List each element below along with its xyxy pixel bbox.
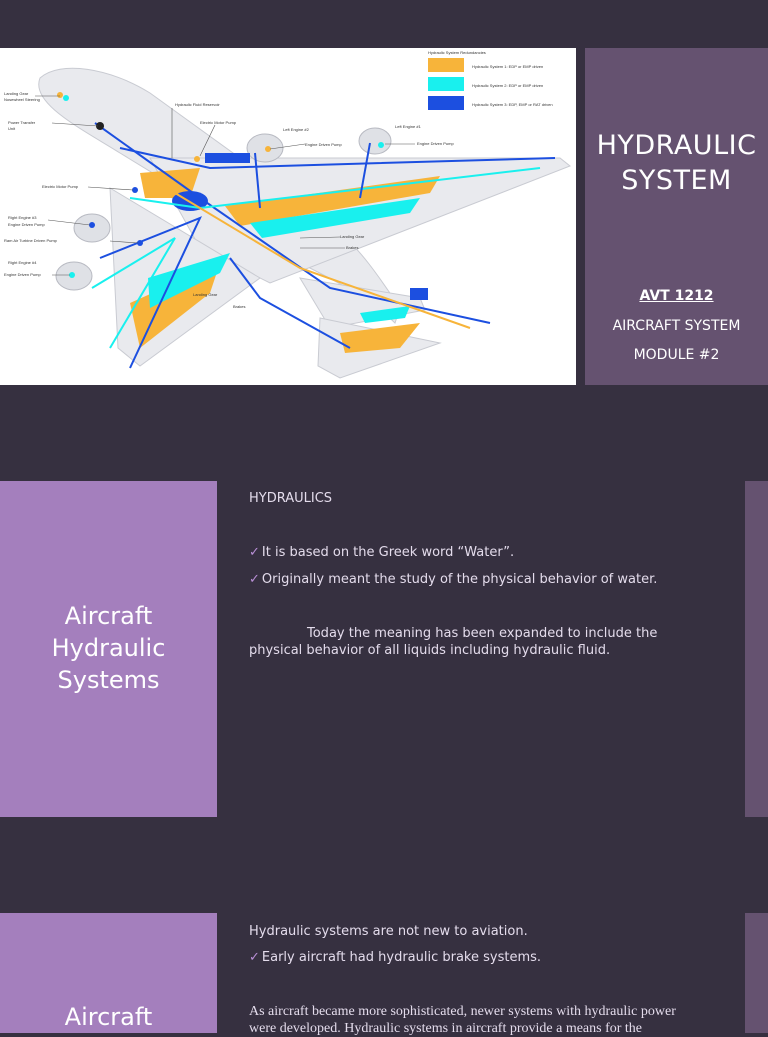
legend-label-1: Hydraulic System 1: EDP or EMP driven xyxy=(472,64,544,69)
hydraulic-diagram xyxy=(0,48,576,385)
checkmark-icon: ✓ xyxy=(249,950,260,965)
bullet-text: Early aircraft had hydraulic brake systems. xyxy=(261,950,542,965)
label-edp-left-a: Engine Driven Pump xyxy=(8,222,45,227)
label-edp-top-b: Engine Driven Pump xyxy=(417,141,454,146)
title-panel xyxy=(585,48,768,385)
serif-paragraph-line: were developed. Hydraulic systems in aircraft provide a means for the xyxy=(249,1021,643,1036)
subtitle-module: MODULE #2 xyxy=(633,347,720,363)
label-left-engine-1: Left Engine #1 xyxy=(395,124,421,129)
label-electric-pump-left: Electric Motor Pump xyxy=(42,184,79,189)
label-power-transfer: Power Transfer xyxy=(8,120,36,125)
right-accent-strip xyxy=(745,481,768,817)
label-fluid-reservoir: Hydraulic Fluid Reservoir xyxy=(175,102,220,107)
course-code-link[interactable]: AVT 1212 xyxy=(639,288,714,304)
bullet-text: It is based on the Greek word “Water”. xyxy=(261,545,515,560)
label-landing-gear-mid: Landing Gear xyxy=(340,234,365,239)
aircraft-illustration xyxy=(0,48,576,385)
intro-line: Hydraulic systems are not new to aviation. xyxy=(249,924,528,939)
label-left-engine-2: Left Engine #2 xyxy=(283,127,309,132)
paragraph-text: Today the meaning has been expanded to include the xyxy=(307,626,658,641)
paragraph-line xyxy=(249,626,729,641)
side-title: Aircraft xyxy=(64,1003,153,1031)
label-brakes-mid: Brakes xyxy=(346,245,359,250)
paragraph-line: physical behavior of all liquids including hydraulic fluid. xyxy=(249,643,611,658)
label-edp-left-b: Engine Driven Pump xyxy=(4,272,41,277)
subtitle-aircraft-system: AIRCRAFT SYSTEM xyxy=(612,318,741,334)
checkmark-icon: ✓ xyxy=(249,572,260,587)
bullet-item xyxy=(249,950,729,965)
title-slide xyxy=(0,48,768,385)
label-edp-top-a: Engine Driven Pump xyxy=(305,142,342,147)
side-title: Aircraft Hydraulic Systems xyxy=(51,602,166,694)
checkmark-icon: ✓ xyxy=(249,545,260,560)
legend-title: Hydraulic System Redundancies xyxy=(428,50,486,55)
label-electric-pump-top: Electric Motor Pump xyxy=(200,120,237,125)
label-right-engine-4: Right Engine #4 xyxy=(8,260,37,265)
bullet-item xyxy=(249,572,729,587)
serif-paragraph-line: As aircraft became more sophisticated, newer systems with hydraulic power xyxy=(249,1004,676,1019)
label-brakes-bottom: Brakes xyxy=(233,304,246,309)
section-heading: HYDRAULICS xyxy=(249,491,333,506)
slide-title: HYDRAULIC SYSTEM xyxy=(596,130,757,196)
right-accent-strip xyxy=(745,913,768,1033)
side-panel xyxy=(0,913,217,1033)
label-rat-pump: Ram Air Turbine Driven Pump xyxy=(4,238,57,243)
label-nosewheel-steering: Nosewheel Steering xyxy=(4,97,40,102)
legend-label-2: Hydraulic System 2: EDP or EMP driven xyxy=(472,83,544,88)
label-landing-gear-nose: Landing Gear xyxy=(4,91,29,96)
legend-label-3: Hydraulic System 3: EDP, EMP or RAT driven xyxy=(472,102,553,107)
label-landing-gear-bottom: Landing Gear xyxy=(193,292,218,297)
side-panel xyxy=(0,481,217,817)
diagram-legend xyxy=(428,58,464,110)
bullet-text: Originally meant the study of the physical behavior of water. xyxy=(261,572,658,587)
label-power-transfer-unit: Unit xyxy=(8,126,16,131)
history-slide xyxy=(0,913,768,1036)
hydraulics-slide xyxy=(0,481,768,817)
bullet-item xyxy=(249,545,729,560)
label-right-engine-3: Right Engine #3 xyxy=(8,215,37,220)
